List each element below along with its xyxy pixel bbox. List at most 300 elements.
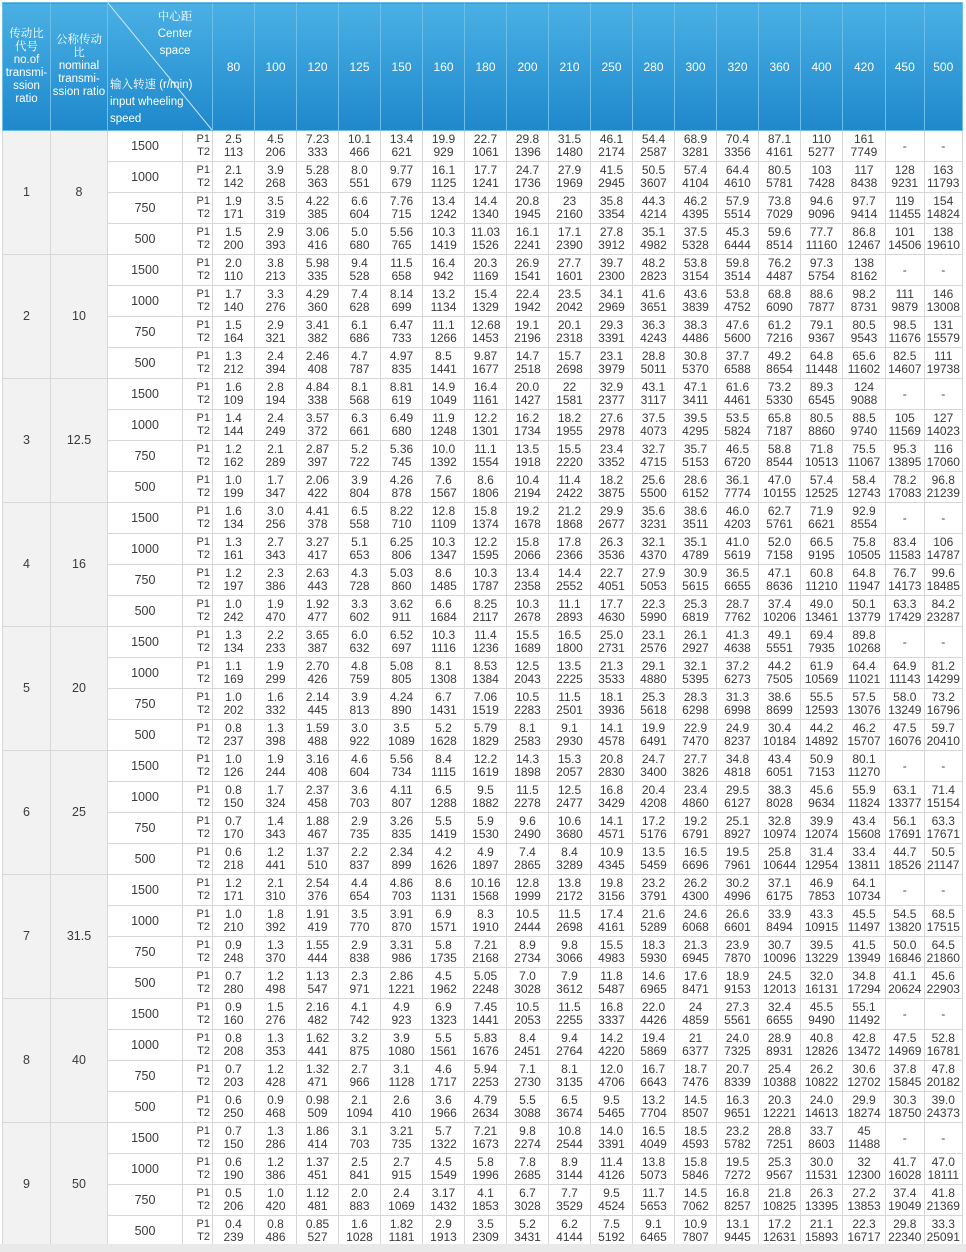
value-cell: 10.8 2544 <box>549 1123 591 1154</box>
p1-t2-label-cell <box>183 472 213 503</box>
value-cell: 16.5 6696 <box>675 844 717 875</box>
p1-label: P1 <box>196 164 210 176</box>
value-cell: 5.28 363 <box>297 162 339 193</box>
value-cell: 13.5 2225 <box>549 658 591 689</box>
value-cell: 11.1 2893 <box>549 596 591 627</box>
value-cell: 15.8 1374 <box>465 503 507 534</box>
value-cell: 161 7749 <box>843 131 886 162</box>
value-cell: 1.6 134 <box>213 503 255 534</box>
value-cell: 73.2 5330 <box>759 379 801 410</box>
value-cell: 2.1 289 <box>255 441 297 472</box>
value-cell: 24.9 8237 <box>717 720 759 751</box>
table-row <box>3 658 963 689</box>
value-cell: 60.8 11210 <box>801 565 843 596</box>
value-cell: 47.5 16076 <box>886 720 925 751</box>
value-cell: 1.9 244 <box>255 751 297 782</box>
value-cell: 26.3 13395 <box>801 1185 843 1216</box>
value-cell: 55.9 11824 <box>843 782 886 813</box>
value-cell: 30.8 5370 <box>675 348 717 379</box>
value-cell: 45 11488 <box>843 1123 886 1154</box>
value-cell: 21.8 10825 <box>759 1185 801 1216</box>
header-distance-250: 250 <box>591 3 633 131</box>
t2-label: T2 <box>197 301 210 313</box>
value-cell: 15.5 4983 <box>591 937 633 968</box>
value-cell: 1.32 471 <box>297 1061 339 1092</box>
table-row <box>3 472 963 503</box>
value-cell: 16.8 3429 <box>591 782 633 813</box>
value-cell: 19.1 2196 <box>507 317 549 348</box>
table-row <box>3 813 963 844</box>
t2-label: T2 <box>197 1045 210 1057</box>
value-cell: 27.7 1601 <box>549 255 591 286</box>
value-cell: 20.7 8339 <box>717 1061 759 1092</box>
value-cell: 12.0 4706 <box>591 1061 633 1092</box>
table-row <box>3 1061 963 1092</box>
value-cell: 59.6 8514 <box>759 224 801 255</box>
value-cell: 10.5 2283 <box>507 689 549 720</box>
value-cell: 1.0 420 <box>255 1185 297 1216</box>
value-cell: 15.8 2066 <box>507 534 549 565</box>
table-row <box>3 565 963 596</box>
value-cell: 14.4 2552 <box>549 565 591 596</box>
table-row <box>3 379 963 410</box>
table-row <box>3 1123 963 1154</box>
value-cell: 2.86 1221 <box>381 968 423 999</box>
value-cell: 3.0 256 <box>255 503 297 534</box>
value-cell: 6.7 1431 <box>423 689 465 720</box>
value-cell: 5.2 1628 <box>423 720 465 751</box>
value-cell: 3.26 835 <box>381 813 423 844</box>
value-cell: - <box>886 875 925 906</box>
value-cell: 41.5 2945 <box>591 162 633 193</box>
value-cell: 30.9 5615 <box>675 565 717 596</box>
nominal-ratio-cell: 25 <box>51 751 108 875</box>
value-cell: 7.45 1441 <box>465 999 507 1030</box>
value-cell: 1.3 353 <box>255 1030 297 1061</box>
t2-label: T2 <box>197 828 210 840</box>
value-cell: 1.7 324 <box>255 782 297 813</box>
value-cell: 81.2 14299 <box>924 658 963 689</box>
value-cell: 3.1 1128 <box>381 1061 423 1092</box>
value-cell: 42.8 13472 <box>843 1030 886 1061</box>
t2-label: T2 <box>197 983 210 995</box>
value-cell: 12.68 1453 <box>465 317 507 348</box>
p1-label: P1 <box>196 288 210 300</box>
value-cell: 10.3 1347 <box>423 534 465 565</box>
value-cell: 29.8 22340 <box>886 1216 925 1247</box>
value-cell: 10.5 2444 <box>507 906 549 937</box>
value-cell: 68.9 3281 <box>675 131 717 162</box>
value-cell: 7.06 1519 <box>465 689 507 720</box>
header-distance-420: 420 <box>843 3 886 131</box>
input-speed-cell: 750 <box>108 193 183 224</box>
p1-label: P1 <box>196 381 210 393</box>
value-cell: 78.2 17083 <box>886 472 925 503</box>
value-cell: 1.7 347 <box>255 472 297 503</box>
value-cell: 3.3 602 <box>339 596 381 627</box>
value-cell: 17.4 4161 <box>591 906 633 937</box>
value-cell: - <box>886 503 925 534</box>
value-cell: 2.1 142 <box>213 162 255 193</box>
value-cell: 76.7 14173 <box>886 565 925 596</box>
value-cell: 24.7 1736 <box>507 162 549 193</box>
value-cell: 4.1 742 <box>339 999 381 1030</box>
table-row <box>3 720 963 751</box>
value-cell: - <box>924 1123 963 1154</box>
value-cell: 0.9 248 <box>213 937 255 968</box>
value-cell: 1.3 398 <box>255 720 297 751</box>
value-cell: 18.3 5930 <box>633 937 675 968</box>
value-cell: 26.2 10822 <box>801 1061 843 1092</box>
p1-t2-label-cell <box>183 968 213 999</box>
value-cell: 11.8 5487 <box>591 968 633 999</box>
value-cell: 3.2 875 <box>339 1030 381 1061</box>
value-cell: 0.8 237 <box>213 720 255 751</box>
p1-label: P1 <box>196 350 210 362</box>
header-distance-400: 400 <box>801 3 843 131</box>
value-cell: 84.2 23287 <box>924 596 963 627</box>
p1-label: P1 <box>196 1218 210 1230</box>
value-cell: 61.2 7216 <box>759 317 801 348</box>
t2-label: T2 <box>197 549 210 561</box>
value-cell: 131 15579 <box>924 317 963 348</box>
value-cell: 1.37 451 <box>297 1154 339 1185</box>
value-cell: 12.5 2477 <box>549 782 591 813</box>
value-cell: 20.1 2318 <box>549 317 591 348</box>
value-cell: 5.8 1996 <box>465 1154 507 1185</box>
value-cell: 30.0 11531 <box>801 1154 843 1185</box>
value-cell: 23.2 3791 <box>633 875 675 906</box>
input-speed-cell: 1500 <box>108 379 183 410</box>
input-speed-cell: 1000 <box>108 658 183 689</box>
input-speed-cell: 500 <box>108 596 183 627</box>
value-cell: 18.1 3936 <box>591 689 633 720</box>
value-cell: 17.7 1241 <box>465 162 507 193</box>
value-cell: 2.1 310 <box>255 875 297 906</box>
value-cell: 0.4 239 <box>213 1216 255 1247</box>
t2-label: T2 <box>197 177 210 189</box>
value-cell: 35.1 4789 <box>675 534 717 565</box>
value-cell: 8.4 2451 <box>507 1030 549 1061</box>
value-cell: 3.65 387 <box>297 627 339 658</box>
value-cell: 3.9 268 <box>255 162 297 193</box>
t2-label: T2 <box>197 1014 210 1026</box>
t2-label: T2 <box>197 1107 210 1119</box>
value-cell: 50.9 7153 <box>801 751 843 782</box>
value-cell: 18.2 1955 <box>549 410 591 441</box>
value-cell: 30.6 12702 <box>843 1061 886 1092</box>
value-cell: 8.14 699 <box>381 286 423 317</box>
p1-t2-label-cell <box>183 813 213 844</box>
value-cell: 2.4 1069 <box>381 1185 423 1216</box>
value-cell: 3.57 372 <box>297 410 339 441</box>
t2-label: T2 <box>197 487 210 499</box>
value-cell: 1.13 547 <box>297 968 339 999</box>
value-cell: 36.3 4243 <box>633 317 675 348</box>
value-cell: 43.6 3839 <box>675 286 717 317</box>
value-cell: 10.4 2194 <box>507 472 549 503</box>
value-cell: 32.7 4715 <box>633 441 675 472</box>
value-cell: 2.87 397 <box>297 441 339 472</box>
value-cell: - <box>924 751 963 782</box>
input-speed-cell: 1500 <box>108 131 183 162</box>
value-cell: 10.3 1787 <box>465 565 507 596</box>
value-cell: 2.54 376 <box>297 875 339 906</box>
value-cell: 2.2 233 <box>255 627 297 658</box>
p1-label: P1 <box>196 1156 210 1168</box>
value-cell: 31.3 6998 <box>717 689 759 720</box>
value-cell: 15.3 2057 <box>549 751 591 782</box>
ratio-code-cell: 7 <box>3 875 51 999</box>
value-cell: 0.6 218 <box>213 844 255 875</box>
value-cell: 40.8 12826 <box>801 1030 843 1061</box>
value-cell: 8.1 2583 <box>507 720 549 751</box>
value-cell: 29.5 6127 <box>717 782 759 813</box>
value-cell: 20.0 1427 <box>507 379 549 410</box>
value-cell: 57.5 13076 <box>843 689 886 720</box>
value-cell: 16.7 6643 <box>633 1061 675 1092</box>
value-cell: 25.6 5500 <box>633 472 675 503</box>
value-cell: 22.3 16717 <box>843 1216 886 1247</box>
value-cell: 8.1 568 <box>339 379 381 410</box>
value-cell: 13.5 5459 <box>633 844 675 875</box>
value-cell: 14.5 7062 <box>675 1185 717 1216</box>
value-cell: 6.25 806 <box>381 534 423 565</box>
value-cell: 9.8 3066 <box>549 937 591 968</box>
p1-label: P1 <box>196 939 210 951</box>
value-cell: 3.5 319 <box>255 193 297 224</box>
value-cell: 110 5277 <box>801 131 843 162</box>
value-cell: 9.87 1677 <box>465 348 507 379</box>
value-cell: 23.9 7870 <box>717 937 759 968</box>
value-cell: 54.5 13820 <box>886 906 925 937</box>
value-cell: - <box>924 255 963 286</box>
value-cell: 35.7 5153 <box>675 441 717 472</box>
value-cell: - <box>886 627 925 658</box>
value-cell: 1.88 467 <box>297 813 339 844</box>
value-cell: 10.1 466 <box>339 131 381 162</box>
value-cell: 17.7 4630 <box>591 596 633 627</box>
value-cell: 0.5 206 <box>213 1185 255 1216</box>
header-distance-80: 80 <box>213 3 255 131</box>
value-cell: - <box>886 751 925 782</box>
value-cell: 9.77 679 <box>381 162 423 193</box>
value-cell: 0.7 203 <box>213 1061 255 1092</box>
value-cell: 11.4 1236 <box>465 627 507 658</box>
value-cell: 75.8 10505 <box>843 534 886 565</box>
value-cell: 7.9 3612 <box>549 968 591 999</box>
value-cell: 12.5 2043 <box>507 658 549 689</box>
value-cell: 25.3 9567 <box>759 1154 801 1185</box>
input-speed-cell: 500 <box>108 968 183 999</box>
input-speed-cell: 500 <box>108 720 183 751</box>
value-cell: 63.3 17429 <box>886 596 925 627</box>
value-cell: 41.5 13949 <box>843 937 886 968</box>
p1-label: P1 <box>196 412 210 424</box>
value-cell: 1.6 109 <box>213 379 255 410</box>
p1-label: P1 <box>196 226 210 238</box>
value-cell: 22.0 4426 <box>633 999 675 1030</box>
value-cell: 3.0 922 <box>339 720 381 751</box>
table-row <box>3 1092 963 1123</box>
value-cell: 7.76 715 <box>381 193 423 224</box>
value-cell: 44.2 14892 <box>801 720 843 751</box>
value-cell: 2.4 394 <box>255 348 297 379</box>
value-cell: 49.2 8654 <box>759 348 801 379</box>
value-cell: 4.4 654 <box>339 875 381 906</box>
input-speed-cell: 1000 <box>108 286 183 317</box>
rating-table <box>2 2 963 1247</box>
value-cell: - <box>924 379 963 410</box>
t2-label: T2 <box>197 1138 210 1150</box>
value-cell: 19.5 7272 <box>717 1154 759 1185</box>
value-cell: 13.2 7704 <box>633 1092 675 1123</box>
p1-label: P1 <box>196 629 210 641</box>
value-cell: 17.8 2366 <box>549 534 591 565</box>
value-cell: 8.81 619 <box>381 379 423 410</box>
input-speed-cell: 1500 <box>108 503 183 534</box>
p1-label: P1 <box>196 1063 210 1075</box>
value-cell: 38.3 8028 <box>759 782 801 813</box>
value-cell: 59.7 20410 <box>924 720 963 751</box>
value-cell: 20.8 1945 <box>507 193 549 224</box>
t2-label: T2 <box>197 518 210 530</box>
value-cell: 111 19738 <box>924 348 963 379</box>
t2-label: T2 <box>197 1076 210 1088</box>
table-row <box>3 503 963 534</box>
value-cell: 58.0 13249 <box>886 689 925 720</box>
input-speed-cell: 1500 <box>108 1123 183 1154</box>
value-cell: 13.5 1918 <box>507 441 549 472</box>
table-row <box>3 689 963 720</box>
value-cell: 53.8 3154 <box>675 255 717 286</box>
value-cell: 0.7 150 <box>213 1123 255 1154</box>
value-cell: 82.5 14607 <box>886 348 925 379</box>
value-cell: - <box>924 131 963 162</box>
value-cell: 25.4 10388 <box>759 1061 801 1092</box>
t2-label: T2 <box>197 921 210 933</box>
input-speed-cell: 750 <box>108 1185 183 1216</box>
header-distance-320: 320 <box>717 3 759 131</box>
value-cell: 3.27 417 <box>297 534 339 565</box>
value-cell: 10.3 1116 <box>423 627 465 658</box>
value-cell: 8.9 2734 <box>507 937 549 968</box>
t2-label: T2 <box>197 239 210 251</box>
value-cell: 1.3 161 <box>213 534 255 565</box>
value-cell: 1.62 441 <box>297 1030 339 1061</box>
value-cell: 119 11455 <box>886 193 925 224</box>
value-cell: 8.22 710 <box>381 503 423 534</box>
value-cell: 25.3 5618 <box>633 689 675 720</box>
p1-t2-label-cell <box>183 1154 213 1185</box>
value-cell: 47.6 5600 <box>717 317 759 348</box>
value-cell: 28.8 7251 <box>759 1123 801 1154</box>
p1-label: P1 <box>196 753 210 765</box>
value-cell: 53.5 5824 <box>717 410 759 441</box>
value-cell: 1.5 276 <box>255 999 297 1030</box>
p1-label: P1 <box>196 443 210 455</box>
value-cell: 80.5 5781 <box>759 162 801 193</box>
value-cell: 5.36 745 <box>381 441 423 472</box>
value-cell: 14.9 1049 <box>423 379 465 410</box>
value-cell: 50.5 21147 <box>924 844 963 875</box>
t2-label: T2 <box>197 363 210 375</box>
value-cell: 16.1 1125 <box>423 162 465 193</box>
t2-label: T2 <box>197 611 210 623</box>
value-cell: 56.1 17691 <box>886 813 925 844</box>
value-cell: - <box>886 1123 925 1154</box>
value-cell: 1.3 370 <box>255 937 297 968</box>
value-cell: 27.9 5053 <box>633 565 675 596</box>
value-cell: 8.4 3289 <box>549 844 591 875</box>
p1-label: P1 <box>196 815 210 827</box>
value-cell: 0.7 280 <box>213 968 255 999</box>
value-cell: 6.49 680 <box>381 410 423 441</box>
value-cell: 14.1 4571 <box>591 813 633 844</box>
t2-label: T2 <box>197 797 210 809</box>
value-cell: 14.0 3391 <box>591 1123 633 1154</box>
value-cell: 3.3 276 <box>255 286 297 317</box>
t2-label: T2 <box>197 425 210 437</box>
value-cell: 25.1 8927 <box>717 813 759 844</box>
p1-t2-label-cell <box>183 193 213 224</box>
value-cell: 14.5 8507 <box>675 1092 717 1123</box>
nominal-ratio-cell: 10 <box>51 255 108 379</box>
value-cell: 3.8 213 <box>255 255 297 286</box>
value-cell: 1.2 386 <box>255 1154 297 1185</box>
value-cell: 9.8 2274 <box>507 1123 549 1154</box>
value-cell: 5.7 1322 <box>423 1123 465 1154</box>
header-nominal-ratio: 公称传动比 nominal transmi-ssion ratio <box>51 3 108 131</box>
t2-label: T2 <box>197 1169 210 1181</box>
value-cell: 2.46 408 <box>297 348 339 379</box>
value-cell: 29.9 2677 <box>591 503 633 534</box>
input-speed-cell: 1000 <box>108 906 183 937</box>
value-cell: 3.31 986 <box>381 937 423 968</box>
value-cell: 22.7 4051 <box>591 565 633 596</box>
p1-label: P1 <box>196 846 210 858</box>
value-cell: 2.0 883 <box>339 1185 381 1216</box>
table-row <box>3 1154 963 1185</box>
value-cell: 26.2 4300 <box>675 875 717 906</box>
value-cell: 20.3 1169 <box>465 255 507 286</box>
value-cell: 14.1 4578 <box>591 720 633 751</box>
table-row <box>3 286 963 317</box>
value-cell: 1.3 212 <box>213 348 255 379</box>
value-cell: 31.5 1480 <box>549 131 591 162</box>
value-cell: 5.79 1829 <box>465 720 507 751</box>
value-cell: 46.1 2174 <box>591 131 633 162</box>
value-cell: 14.7 2518 <box>507 348 549 379</box>
value-cell: 41.3 4638 <box>717 627 759 658</box>
header-distance-125: 125 <box>339 3 381 131</box>
value-cell: 30.3 18750 <box>886 1092 925 1123</box>
value-cell: 75.5 11067 <box>843 441 886 472</box>
p1-t2-label-cell <box>183 906 213 937</box>
value-cell: 46.2 15707 <box>843 720 886 751</box>
value-cell: 3.1 703 <box>339 1123 381 1154</box>
value-cell: 17.2 12631 <box>759 1216 801 1247</box>
value-cell: 52.0 7158 <box>759 534 801 565</box>
p1-t2-label-cell <box>183 937 213 968</box>
value-cell: 36.1 7774 <box>717 472 759 503</box>
value-cell: 1.3 134 <box>213 627 255 658</box>
input-speed-cell: 750 <box>108 689 183 720</box>
value-cell: 71.4 15154 <box>924 782 963 813</box>
value-cell: 146 13008 <box>924 286 963 317</box>
value-cell: 28.9 8931 <box>759 1030 801 1061</box>
value-cell: 34.1 2969 <box>591 286 633 317</box>
